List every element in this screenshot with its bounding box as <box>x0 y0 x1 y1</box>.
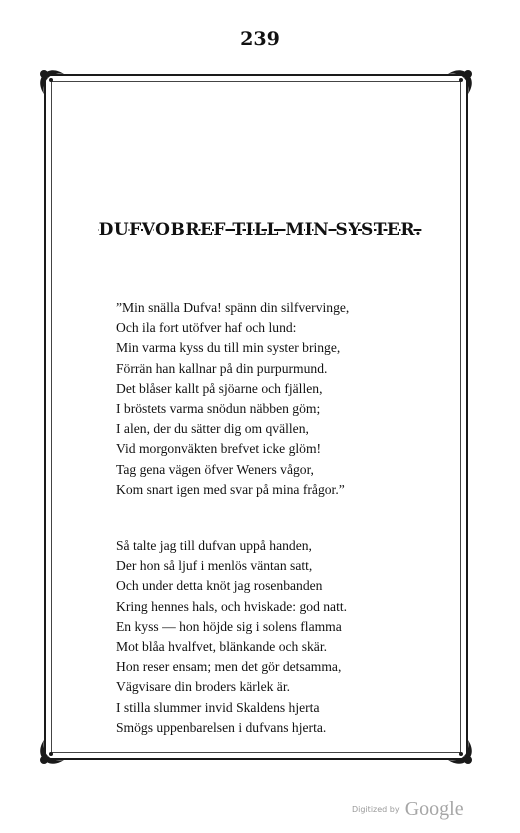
poem-line: Der hon så ljuf i menlös väntan satt, <box>116 558 313 574</box>
poem-line: I stilla slummer invid Skaldens hjerta <box>116 699 320 715</box>
watermark-prefix: Digitized by <box>352 805 400 814</box>
corner-ornament-icon <box>446 738 476 768</box>
corner-ornament-icon <box>36 738 66 768</box>
poem-line: Mot blåa hvalfvet, blänkande och skär. <box>116 639 328 655</box>
poem-line: I bröstets varma snödun näbben göm; <box>116 401 321 417</box>
poem-line: Vägvisare din broders kärlek är. <box>116 679 291 695</box>
stanza-1 <box>116 298 476 500</box>
poem-line: Hon reser ensam; men det gör detsamma, <box>116 659 342 675</box>
poem-line: ”Min snälla Dufva! spänn din silfvervinge, <box>116 300 350 315</box>
poem-line: Och ila fort utöfver haf och lund: <box>116 320 297 336</box>
page-number: 239 <box>240 28 280 50</box>
poem-line: Smögs uppenbarelsen i dufvans hjerta. <box>116 719 327 735</box>
corner-ornament-icon <box>446 66 476 96</box>
watermark-brand: Google <box>404 798 464 820</box>
stanza-2 <box>116 536 476 738</box>
poem-line: Vid morgonväkten brefvet icke glöm! <box>116 441 322 457</box>
poem-line: Så talte jag till dufvan uppå handen, <box>116 538 312 553</box>
poem-line: I alen, der du sätter dig om qvällen, <box>116 421 309 437</box>
poem-line: En kyss — hon höjde sig i solens flamma <box>116 618 342 634</box>
poem-line: Kring hennes hals, och hviskade: god natt. <box>116 598 348 614</box>
poem-line: Och under detta knöt jag rosenbanden <box>116 578 323 594</box>
poem-line: Det blåser kallt på sjöarne och fjällen, <box>116 380 323 396</box>
digitized-watermark <box>352 798 464 821</box>
poem-title: DUFVOBREF TILL MIN SYSTER. <box>98 220 422 240</box>
poem-line: Förrän han kallnar på din purpurmund. <box>116 360 328 376</box>
poem-line: Kom snart igen med svar på mina frågor.” <box>116 481 345 497</box>
corner-ornament-icon <box>36 66 66 96</box>
poem-line: Min varma kyss du till min syster bringe, <box>116 340 341 356</box>
poem-line: Tag gena vägen öfver Weners vågor, <box>116 461 314 477</box>
